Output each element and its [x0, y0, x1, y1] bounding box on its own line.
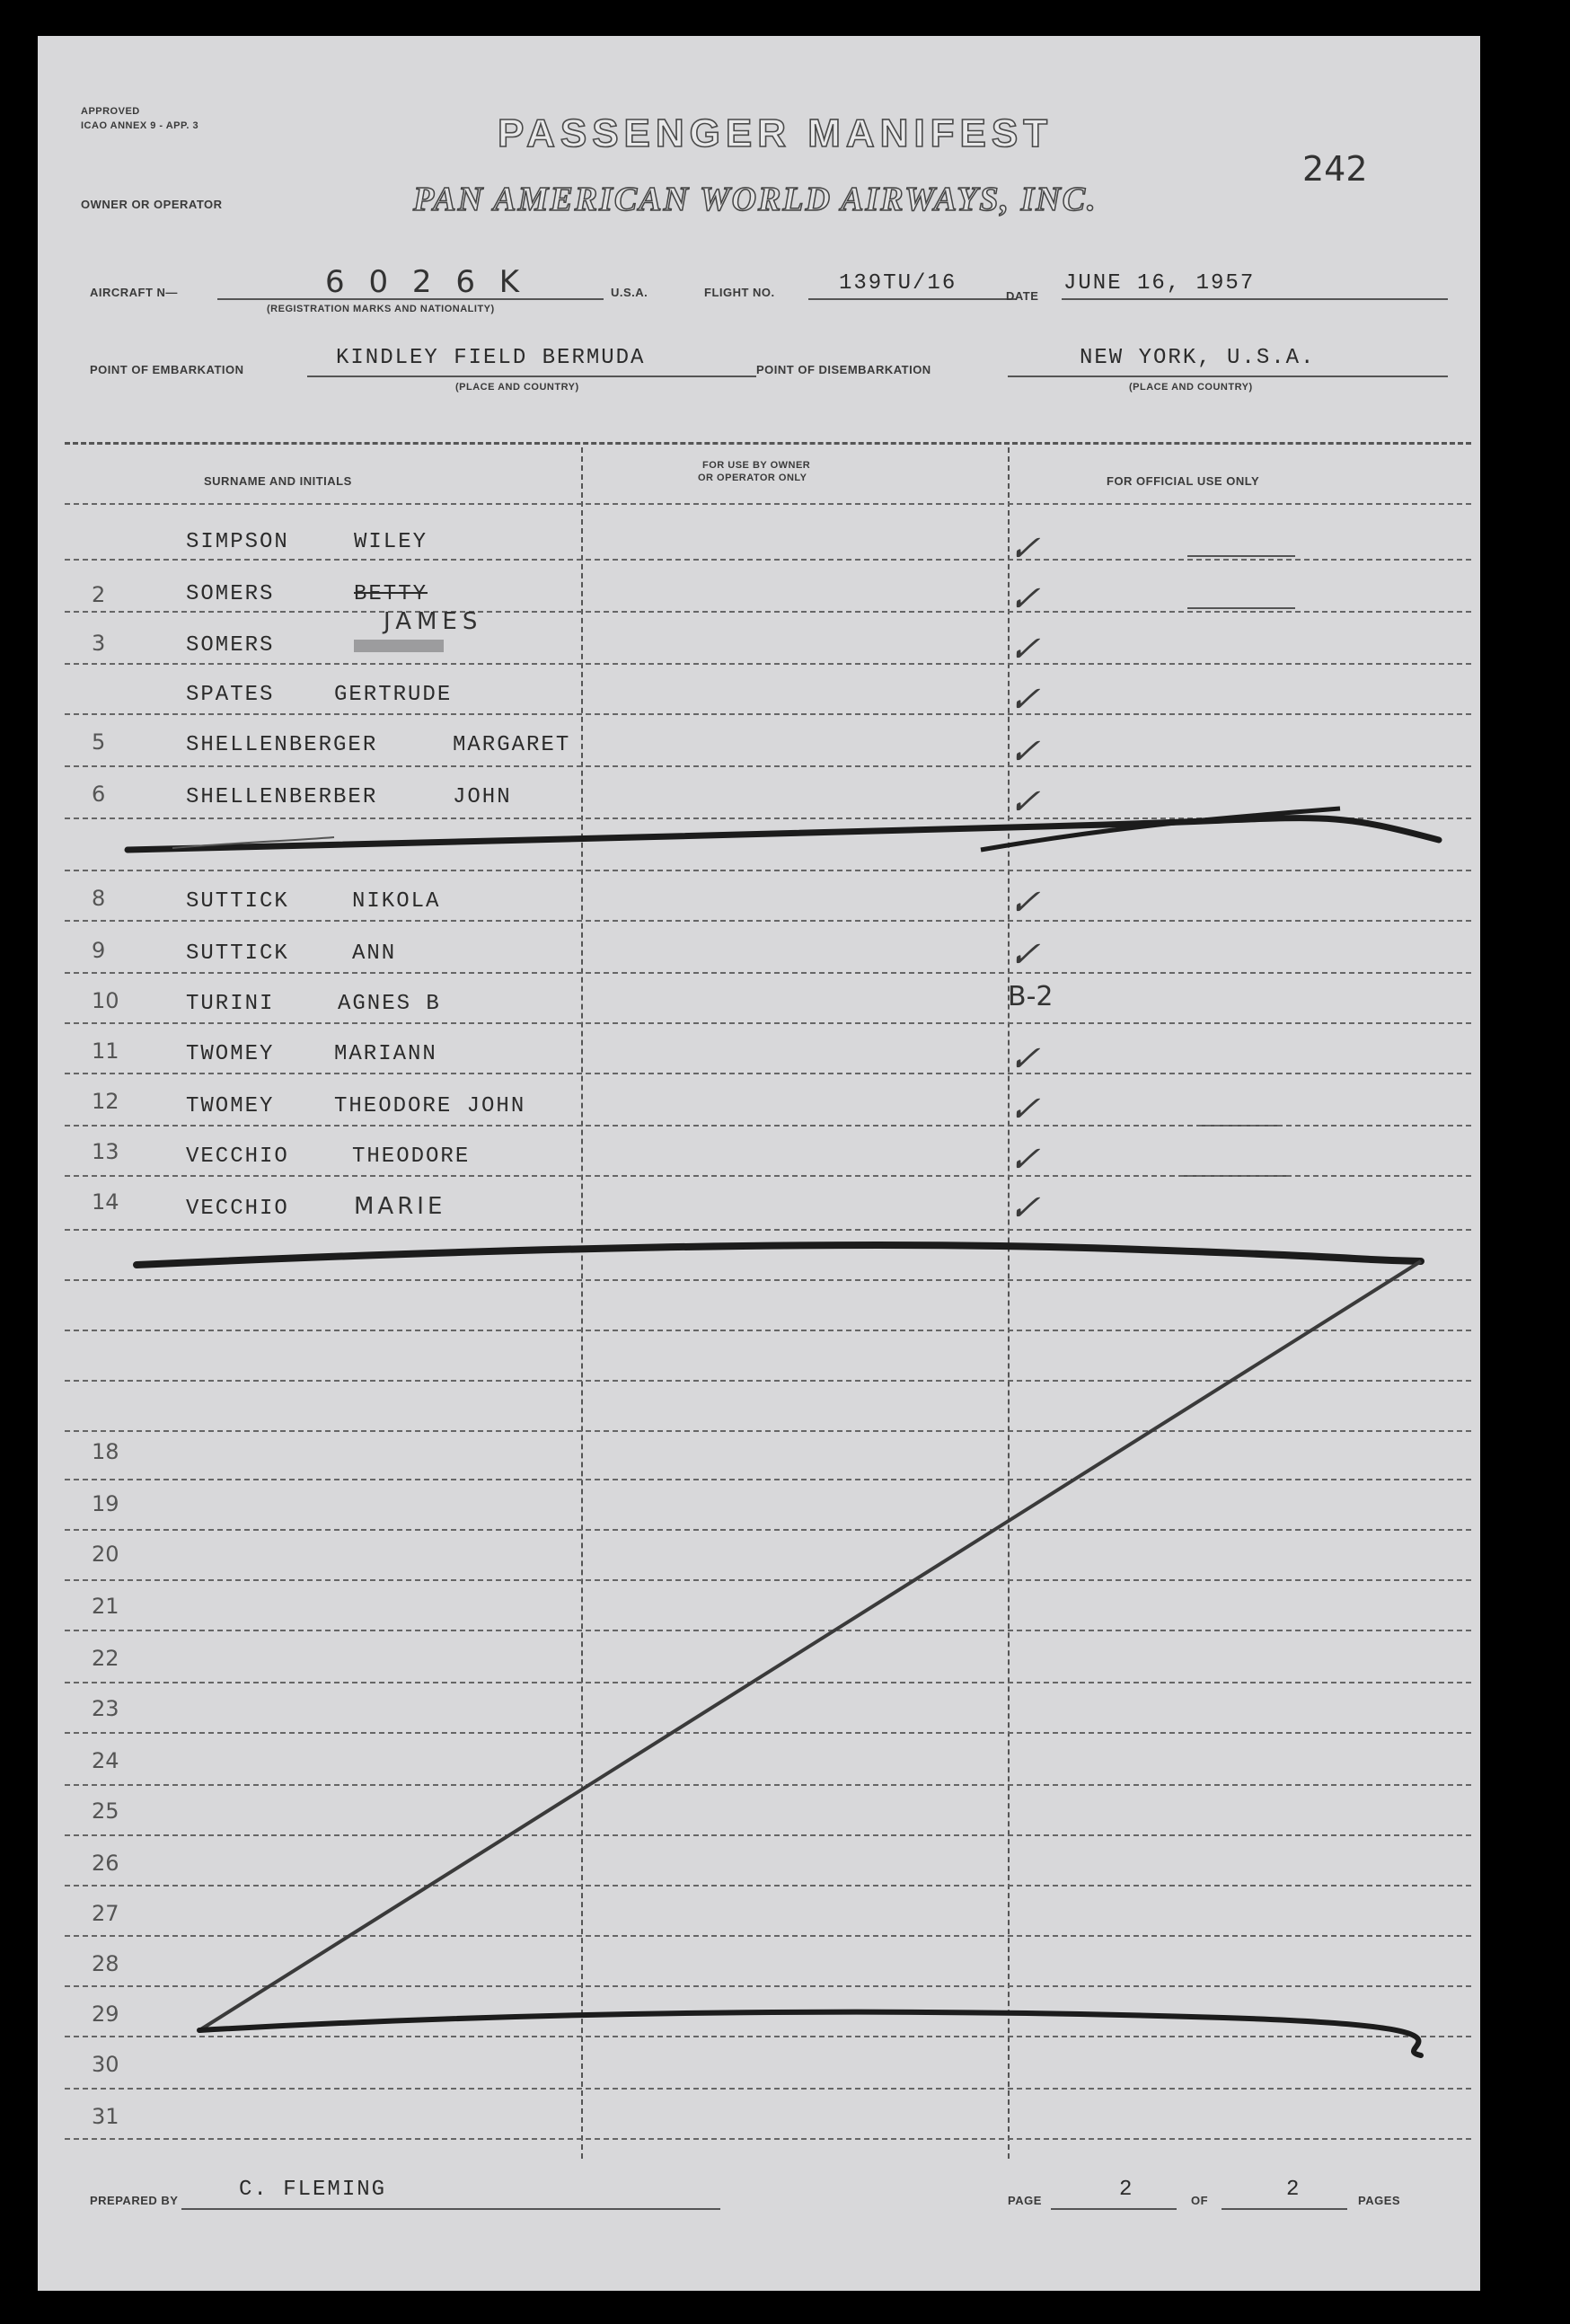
row-number: 25 — [92, 1798, 119, 1824]
end-of-list-line — [137, 1245, 1421, 1265]
aircraft-label: AIRCRAFT N— — [90, 286, 178, 299]
disembark-label: POINT OF DISEMBARKATION — [756, 363, 931, 376]
row-number: 10 — [92, 988, 119, 1013]
passenger-given-name: WILEY — [354, 530, 428, 554]
check-mark: ✓ — [1004, 731, 1050, 773]
disembark-note: (PLACE AND COUNTRY) — [1129, 382, 1253, 393]
pages-label: PAGES — [1358, 2194, 1401, 2207]
row-number: 14 — [92, 1189, 119, 1215]
icao-annex-note: ICAO ANNEX 9 - APP. 3 — [81, 120, 199, 131]
strike-line-row-7 — [128, 818, 1439, 850]
check-mark: ✓ — [1004, 629, 1050, 670]
row-number: 28 — [92, 1951, 119, 1976]
row-number: 5 — [92, 729, 106, 755]
manifest-sheet — [38, 36, 1480, 2291]
passenger-given-name-handwritten: MARIE — [354, 1193, 446, 1220]
of-value: 2 — [1286, 2178, 1301, 2202]
check-mark: ✓ — [1004, 679, 1050, 720]
page-underline — [1051, 2208, 1177, 2210]
row-number: 12 — [92, 1089, 119, 1114]
flight-label: FLIGHT NO. — [704, 286, 775, 299]
row-number: 22 — [92, 1646, 119, 1671]
prepared-label: PREPARED BY — [90, 2194, 179, 2207]
date-label: DATE — [1006, 289, 1039, 303]
row-number: 26 — [92, 1851, 119, 1876]
passenger-surname: TWOMEY — [186, 1094, 275, 1118]
passenger-surname: SHELLENBERBER — [186, 785, 378, 809]
passenger-given-name: ANN — [352, 941, 397, 966]
passenger-surname: TWOMEY — [186, 1042, 275, 1066]
passenger-given-name: AGNES B — [338, 992, 441, 1016]
passenger-surname: SUTTICK — [186, 941, 289, 966]
check-mark: ✓ — [1004, 1188, 1050, 1229]
row-number: 31 — [92, 2104, 119, 2129]
row-number: 24 — [92, 1748, 119, 1773]
passenger-surname: VECCHIO — [186, 1197, 289, 1221]
row-number: 8 — [92, 886, 106, 911]
row-number: 20 — [92, 1542, 119, 1567]
row-number: 9 — [92, 938, 106, 963]
check-mark: ✓ — [1004, 528, 1050, 570]
col-official-header: FOR OFFICIAL USE ONLY — [1107, 474, 1260, 488]
passenger-surname: SIMPSON — [186, 530, 289, 554]
row-number: 23 — [92, 1696, 119, 1721]
row-number: 2 — [92, 582, 106, 607]
owner-value: PAN AMERICAN WORLD AIRWAYS, INC. — [413, 181, 1098, 218]
row-number: 29 — [92, 2001, 119, 2027]
of-underline — [1222, 2208, 1347, 2210]
diagonal-z-line — [199, 1261, 1421, 2030]
embark-value: KINDLEY FIELD BERMUDA — [336, 346, 646, 370]
date-value: JUNE 16, 1957 — [1063, 271, 1256, 296]
passenger-given-name: JOHN — [453, 785, 512, 809]
manifest-title: PASSENGER MANIFEST — [498, 111, 1054, 155]
passenger-given-name: MARGARET — [453, 733, 571, 757]
page-value: 2 — [1119, 2178, 1134, 2202]
passenger-surname: VECCHIO — [186, 1144, 289, 1169]
owner-label: OWNER OR OPERATOR — [81, 198, 223, 211]
check-mark: ✓ — [1004, 934, 1050, 976]
passenger-given-name: THEODORE — [352, 1144, 471, 1169]
passenger-given-name: THEODORE JOHN — [334, 1094, 526, 1118]
row-number: 21 — [92, 1594, 119, 1619]
row-number: 6 — [92, 782, 106, 807]
col-owner-header-1: FOR USE BY OWNER — [702, 460, 811, 471]
row-number: 13 — [92, 1139, 119, 1164]
prepared-underline — [181, 2208, 720, 2210]
row-number: 19 — [92, 1491, 119, 1516]
passenger-given-name-handwritten: JAMES — [384, 608, 483, 635]
prepared-value: C. FLEMING — [239, 2178, 387, 2202]
col-surname-header: SURNAME AND INITIALS — [204, 474, 352, 488]
passenger-surname: SUTTICK — [186, 889, 289, 914]
flight-value: 139TU/16 — [839, 271, 957, 296]
embark-label: POINT OF EMBARKATION — [90, 363, 244, 376]
registration-note: (REGISTRATION MARKS AND NATIONALITY) — [267, 304, 495, 314]
col-owner-header-2: OR OPERATOR ONLY — [698, 473, 807, 483]
row-number: 30 — [92, 2052, 119, 2077]
row-number: 11 — [92, 1038, 119, 1064]
bottom-z-line — [199, 2012, 1421, 2055]
passenger-given-name: MARIANN — [334, 1042, 437, 1066]
check-mark: ✓ — [1004, 1139, 1050, 1180]
pen-strikethrough-marks — [38, 36, 1480, 2291]
passenger-surname: SOMERS — [186, 582, 275, 606]
check-mark: ✓ — [1004, 579, 1050, 620]
row-number: 18 — [92, 1439, 119, 1464]
passenger-surname: SOMERS — [186, 633, 275, 658]
row-number: 3 — [92, 631, 106, 656]
passenger-surname: SHELLENBERGER — [186, 733, 378, 757]
passenger-surname: TURINI — [186, 992, 275, 1016]
passenger-surname: SPATES — [186, 683, 275, 707]
official-mark-b2: B-2 — [1008, 981, 1054, 1012]
aircraft-value: 6 0 2 6 K — [325, 264, 527, 300]
check-mark: ✓ — [1004, 882, 1050, 923]
passenger-given-name: NIKOLA — [352, 889, 441, 914]
passenger-given-name: BETTY — [354, 582, 428, 606]
page-label: PAGE — [1008, 2194, 1042, 2207]
passenger-given-name: GERTRUDE — [334, 683, 453, 707]
check-mark: ✓ — [1004, 1089, 1050, 1130]
embark-note: (PLACE AND COUNTRY) — [455, 382, 579, 393]
disembark-value: NEW YORK, U.S.A. — [1080, 346, 1316, 370]
handwritten-page-number: 242 — [1302, 149, 1368, 189]
approved-note: APPROVED — [81, 106, 140, 117]
check-mark: ✓ — [1004, 782, 1050, 823]
of-label: OF — [1191, 2194, 1209, 2207]
check-mark: ✓ — [1004, 1038, 1050, 1080]
row-number: 27 — [92, 1901, 119, 1926]
usa-label: U.S.A. — [611, 286, 648, 299]
